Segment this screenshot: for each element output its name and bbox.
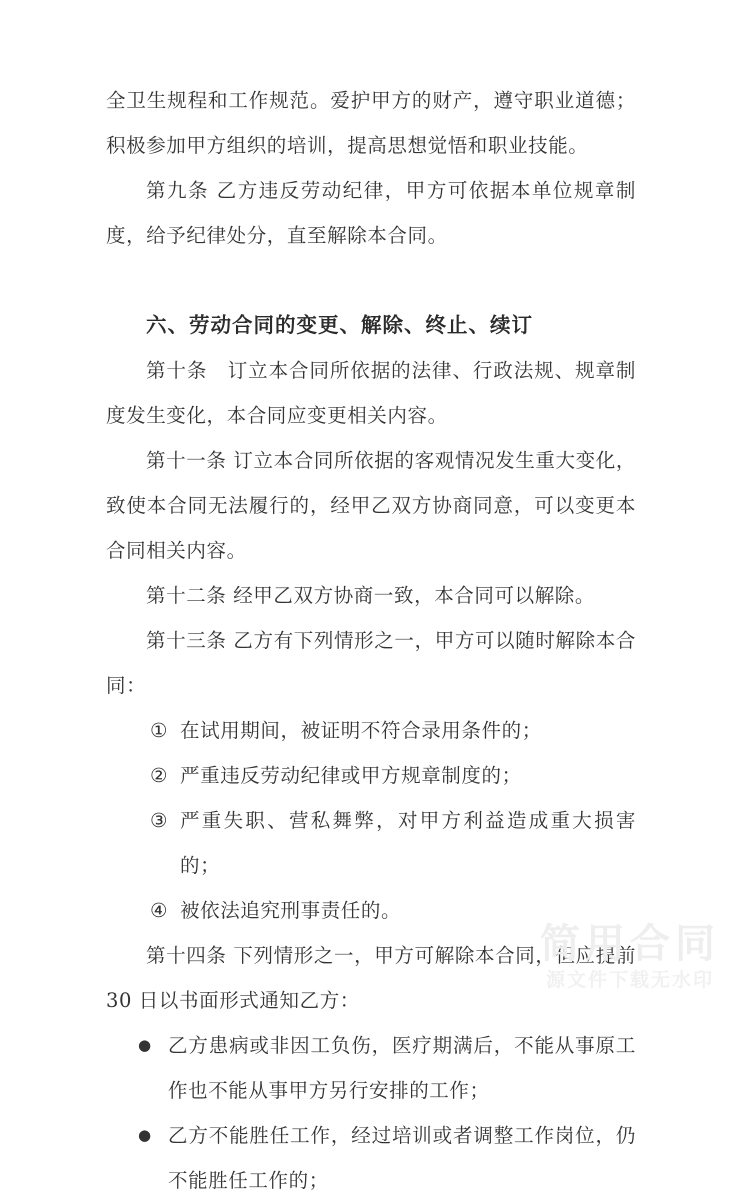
watermark-brand-text: 简用合同 — [540, 921, 720, 968]
circled-number-3-icon: ③ — [150, 809, 169, 832]
circled-number-1-icon: ① — [150, 719, 169, 742]
bullet-icon: ● — [138, 1126, 152, 1144]
clause-article-twelve: 第十二条 经甲乙双方协商一致，本合同可以解除。 — [146, 584, 595, 607]
document-text-body — [106, 78, 636, 1203]
list-item-label: 在试用期间，被证明不符合录用条件的； — [180, 719, 542, 742]
circled-number-2-icon: ② — [150, 764, 169, 787]
list-item-label: 乙方不能胜任工作，经过培训或者调整工作岗位，仍不能胜任工作的； — [168, 1124, 636, 1192]
list-item — [106, 708, 636, 753]
list-item — [106, 888, 636, 933]
clause-article-nine: 第九条 乙方违反劳动纪律，甲方可依据本单位规章制度，给予纪律处分，直至解除本合同。 — [106, 179, 636, 247]
list-item-label: 严重失职、营私舞弊，对甲方利益造成重大损害的； — [180, 809, 636, 877]
list-item-label: 被依法追究刑事责任的。 — [180, 899, 402, 922]
list-item — [106, 798, 636, 888]
list-item — [106, 1023, 636, 1113]
circled-number-4-icon: ④ — [150, 899, 169, 922]
list-item — [106, 753, 636, 798]
list-item-label: 严重违反劳动纪律或甲方规章制度的； — [180, 764, 522, 787]
list-item-label: 乙方患病或非因工负伤，医疗期满后，不能从事原工作也不能从事甲方另行安排的工作； — [168, 1034, 636, 1102]
clause-article-eleven: 第十一条 订立本合同所依据的客观情况发生重大变化，致使本合同无法履行的，经甲乙双方协商同意，可以变更本合同相关内容。 — [106, 449, 636, 562]
list-item — [106, 1113, 636, 1203]
clause-article-fourteen: 第十四条 下列情形之一，甲方可解除本合同，但应提前 30 日以书面形式通知乙方： — [106, 944, 636, 1012]
section-heading-six: 六、劳动合同的变更、解除、终止、续订 — [146, 313, 533, 337]
watermark-subtitle-text: 源文件下载无水印 — [545, 969, 714, 992]
clause-article-ten: 第十条 订立本合同所依据的法律、行政法规、规章制度发生变化，本合同应变更相关内容。 — [106, 359, 636, 427]
paragraph-continuation-hygiene-rules: 全卫生规程和工作规范。爱护甲方的财产，遵守职业道德；积极参加甲方组织的培训，提高思想觉悟和职业技能。 — [106, 89, 636, 157]
clause-article-thirteen: 第十三条 乙方有下列情形之一，甲方可以随时解除本合同： — [106, 629, 636, 697]
section-spacer — [106, 258, 636, 303]
bullet-icon: ● — [138, 1036, 152, 1054]
